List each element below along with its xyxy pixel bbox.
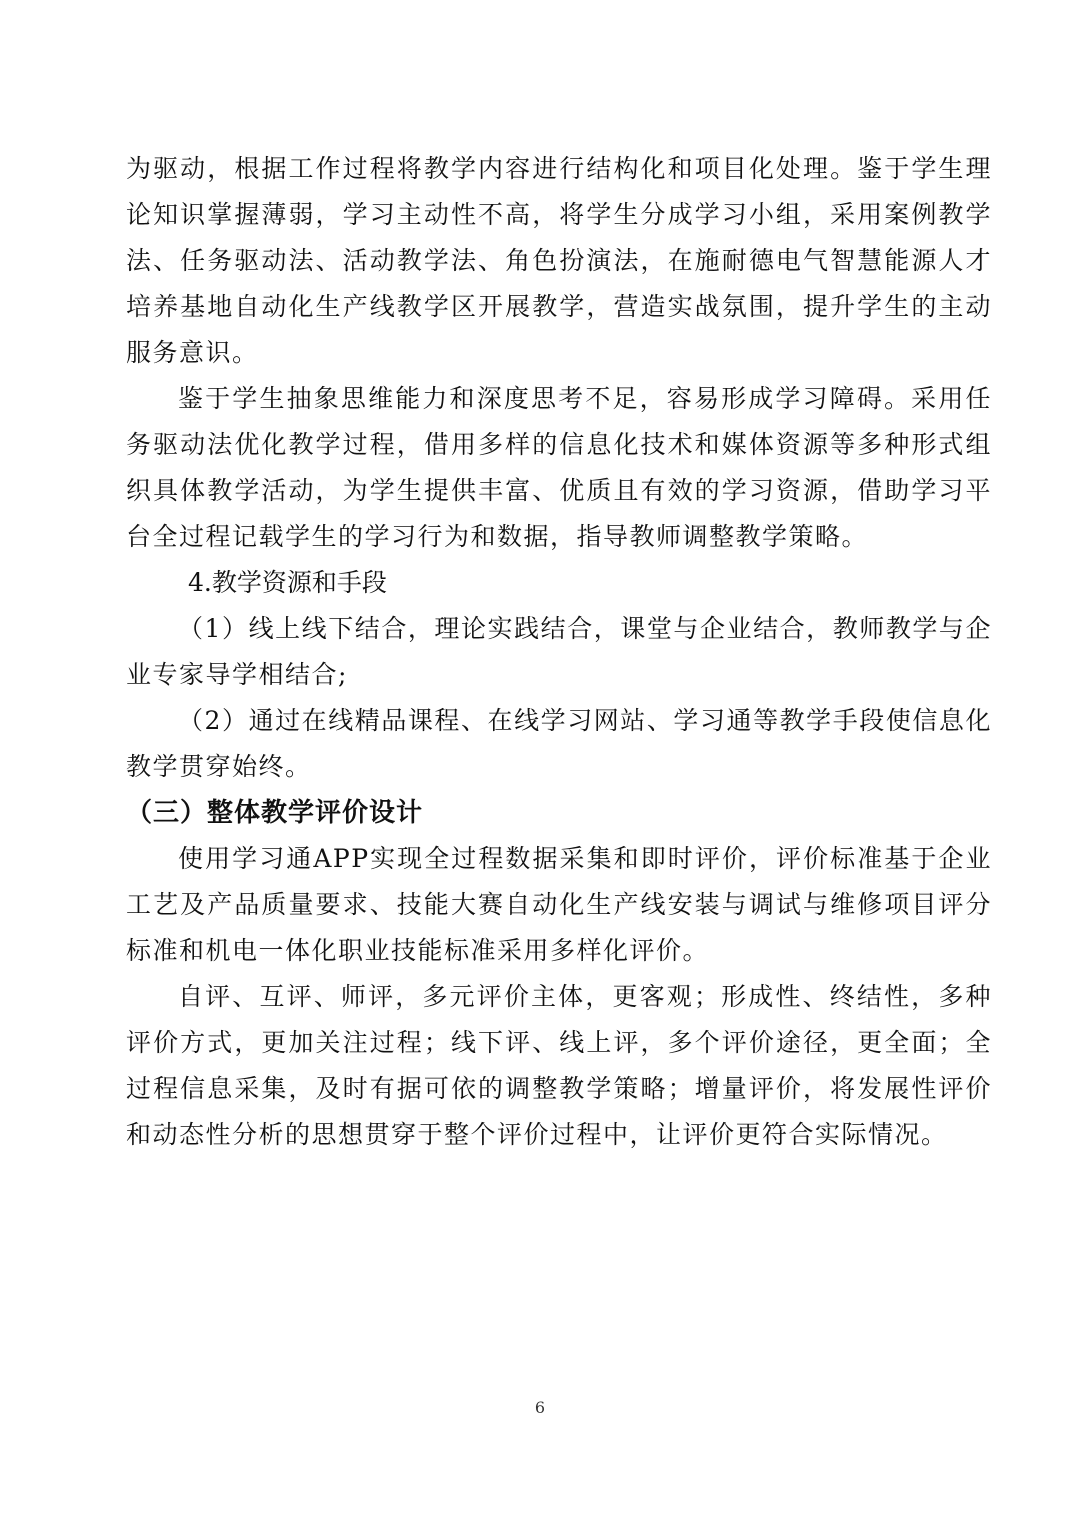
paragraph-continuation: 为驱动，根据工作过程将教学内容进行结构化和项目化处理。鉴于学生理论知识掌握薄弱，学习主动性不高，将学生分成学习小组，采用案例教学法、任务驱动法、活动教学法、角色扮演法，在施耐德电气智慧能源人才培养基地自动化生产线教学区开展教学，营造实战氛围，提升学生的主动服务意识。 [126, 154, 992, 367]
list-item-2: （2）通过在线精品课程、在线学习网站、学习通等教学手段使信息化教学贯穿始终。 [126, 706, 992, 781]
paragraph-evaluation-methods: 自评、互评、师评，多元评价主体，更客观；形成性、终结性，多种评价方式，更加关注过程；线下评、线上评，多个评价途径，更全面；全过程信息采集，及时有据可依的调整教学策略；增量评价，将发展性评价和动态性分析的思想贯穿于整个评价过程中，让评价更符合实际情况。 [126, 982, 992, 1149]
paragraph-evaluation-standard: 使用学习通APP实现全过程数据采集和即时评价，评价标准基于企业工艺及产品质量要求、技能大赛自动化生产线安装与调试与维修项目评分标准和机电一体化职业技能标准采用多样化评价。 [126, 844, 992, 965]
paragraph-teaching-method: 鉴于学生抽象思维能力和深度思考不足，容易形成学习障碍。采用任务驱动法优化教学过程，借用多样的信息化技术和媒体资源等多种形式组织具体教学活动，为学生提供丰富、优质且有效的学习资源，借助学习平台全过程记载学生的学习行为和数据，指导教师调整教学策略。 [126, 384, 992, 551]
section-heading-evaluation: （三）整体教学评价设计 [126, 798, 424, 828]
subheading-teaching-resources: 4.教学资源和手段 [188, 568, 387, 597]
list-item-1: （1）线上线下结合，理论实践结合，课堂与企业结合，教师教学与企业专家导学相结合; [126, 614, 992, 689]
text-body [126, 146, 992, 1158]
page-number: 6 [534, 1398, 546, 1417]
